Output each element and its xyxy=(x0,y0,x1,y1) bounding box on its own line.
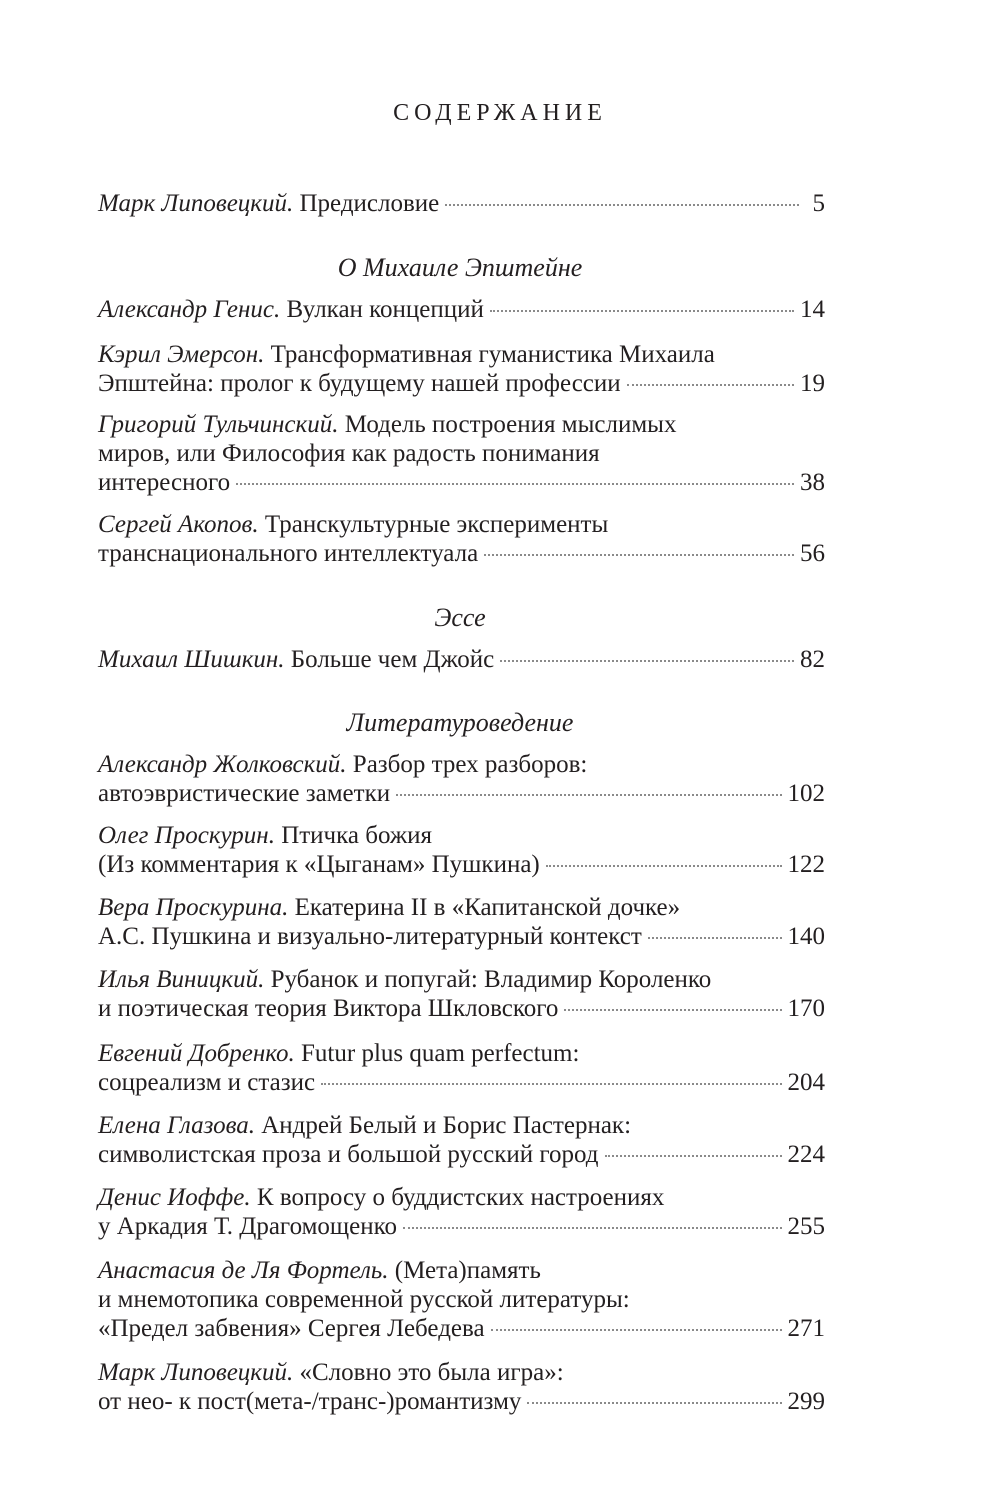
entry-author: Вера Проскурина. xyxy=(98,894,289,921)
entry-author: Илья Виницкий. xyxy=(98,966,265,993)
page-number: 271 xyxy=(787,1315,825,1342)
entry-title-line: К вопросу о буддистских настроениях xyxy=(256,1184,665,1211)
toc-entry[interactable] xyxy=(98,340,825,398)
entry-title-line: «Словно это была игра»: xyxy=(299,1359,564,1386)
entry-title-line: Трансформативная гуманистика Михаила xyxy=(270,341,715,368)
entry-title-line: и мнемотопика современной русской литературы: xyxy=(98,1286,630,1313)
toc-entry[interactable] xyxy=(98,189,825,218)
entry-title-line: (Из комментария к «Цыганам» Пушкина) xyxy=(98,851,540,878)
entry-title-line: «Предел забвения» Сергея Лебедева xyxy=(98,1315,485,1342)
toc-entry[interactable] xyxy=(98,645,825,674)
dot-leader xyxy=(396,793,781,796)
toc-entry[interactable] xyxy=(98,965,825,1023)
entry-title-line: Модель построения мыслимых xyxy=(344,411,677,438)
page-number: 5 xyxy=(812,190,825,217)
entry-title-line: Эпштейна: пролог к будущему нашей профессии xyxy=(98,370,621,397)
entry-title-line: (Мета)память xyxy=(394,1257,541,1284)
page-number: 170 xyxy=(787,995,825,1022)
entry-author: Сергей Акопов. xyxy=(98,511,259,538)
entry-title-line: Птичка божия xyxy=(281,822,432,849)
page-title: СОДЕРЖАНИЕ xyxy=(393,100,607,126)
page-number: 19 xyxy=(800,370,825,397)
entry-author: Михаил Шишкин. xyxy=(98,646,285,673)
section-heading: Эссе xyxy=(434,603,486,632)
dot-leader xyxy=(403,1226,781,1229)
dot-leader xyxy=(236,482,794,485)
entry-title-line: у Аркадия Т. Драгомощенко xyxy=(98,1213,398,1240)
entry-title-line: автоэвристические заметки xyxy=(98,780,391,807)
dot-leader xyxy=(484,553,794,556)
entry-author: Евгений Добренко. xyxy=(98,1040,295,1067)
dot-leader xyxy=(527,1401,781,1404)
entry-title-line: Futur plus quam perfectum: xyxy=(301,1040,580,1067)
entry-title-line: от нео- к пост(мета-/транс-)романтизму xyxy=(98,1388,522,1415)
entry-author: Анастасия де Ля Фортель. xyxy=(98,1257,389,1284)
page-number: 38 xyxy=(800,469,825,496)
entry-title-line: символистская проза и большой русский город xyxy=(98,1141,599,1168)
toc-entry[interactable] xyxy=(98,1111,825,1169)
entry-title-line: Разбор трех разборов: xyxy=(352,751,588,778)
page-number: 82 xyxy=(800,646,825,673)
entry-author: Елена Глазова. xyxy=(98,1112,255,1139)
entry-author: Марк Липовецкий. xyxy=(98,190,294,217)
page-number: 102 xyxy=(787,780,825,807)
entry-title-line: миров, или Философия как радость понимания xyxy=(98,440,600,467)
toc-entry[interactable] xyxy=(98,410,825,497)
dot-leader xyxy=(490,309,794,312)
entry-title-line: Вулкан концепций xyxy=(286,296,484,323)
toc-entry[interactable] xyxy=(98,1256,825,1343)
dot-leader xyxy=(500,659,794,662)
toc-entry[interactable] xyxy=(98,1183,825,1241)
toc-entry[interactable] xyxy=(98,1358,825,1416)
entry-title-line: транснационального интеллектуала xyxy=(98,540,479,567)
page-number: 140 xyxy=(787,923,825,950)
dot-leader xyxy=(648,936,782,939)
entry-title-line: Андрей Белый и Борис Пастернак: xyxy=(261,1112,632,1139)
page-number: 122 xyxy=(787,851,825,878)
entry-author: Кэрил Эмерсон. xyxy=(98,341,265,368)
toc-entry[interactable] xyxy=(98,1039,825,1097)
entry-author: Марк Липовецкий. xyxy=(98,1359,294,1386)
dot-leader xyxy=(605,1154,782,1157)
entry-title-line: Рубанок и попугай: Владимир Короленко xyxy=(270,966,712,993)
section-heading: Литературоведение xyxy=(346,708,574,737)
dot-leader xyxy=(564,1008,781,1011)
dot-leader xyxy=(321,1082,781,1085)
entry-author: Александр Генис. xyxy=(98,296,281,323)
entry-author: Александр Жолковский. xyxy=(98,751,347,778)
entry-author: Олег Проскурин. xyxy=(98,822,275,849)
toc-entry[interactable] xyxy=(98,295,825,324)
page-number: 224 xyxy=(787,1141,825,1168)
section-heading: О Михаиле Эпштейне xyxy=(337,253,583,282)
toc-entry[interactable] xyxy=(98,821,825,879)
entry-title-line: и поэтическая теория Виктора Шкловского xyxy=(98,995,559,1022)
entry-title-line: Больше чем Джойс xyxy=(290,646,495,673)
entry-title-line: Предисловие xyxy=(299,190,440,217)
toc-entry[interactable] xyxy=(98,510,825,568)
entry-title-line: соцреализм и стазис xyxy=(98,1069,316,1096)
entry-title-line: Екатерина II в «Капитанской дочке» xyxy=(294,894,681,921)
entry-author: Григорий Тульчинский. xyxy=(98,411,339,438)
entry-title-line: Транскультурные эксперименты xyxy=(264,511,609,538)
page-number: 299 xyxy=(787,1388,825,1415)
dot-leader xyxy=(627,383,794,386)
page-number: 255 xyxy=(787,1213,825,1240)
entry-title-line: интересного xyxy=(98,469,231,496)
page-number: 56 xyxy=(800,540,825,567)
dot-leader xyxy=(445,203,799,206)
toc-entry[interactable] xyxy=(98,893,825,951)
entry-title-line: А.С. Пушкина и визуально-литературный контекст xyxy=(98,923,642,950)
toc-entry[interactable] xyxy=(98,750,825,808)
dot-leader xyxy=(491,1328,782,1331)
entry-author: Денис Иоффе. xyxy=(98,1184,251,1211)
page-number: 14 xyxy=(800,296,825,323)
page-number: 204 xyxy=(787,1069,825,1096)
dot-leader xyxy=(546,864,782,867)
